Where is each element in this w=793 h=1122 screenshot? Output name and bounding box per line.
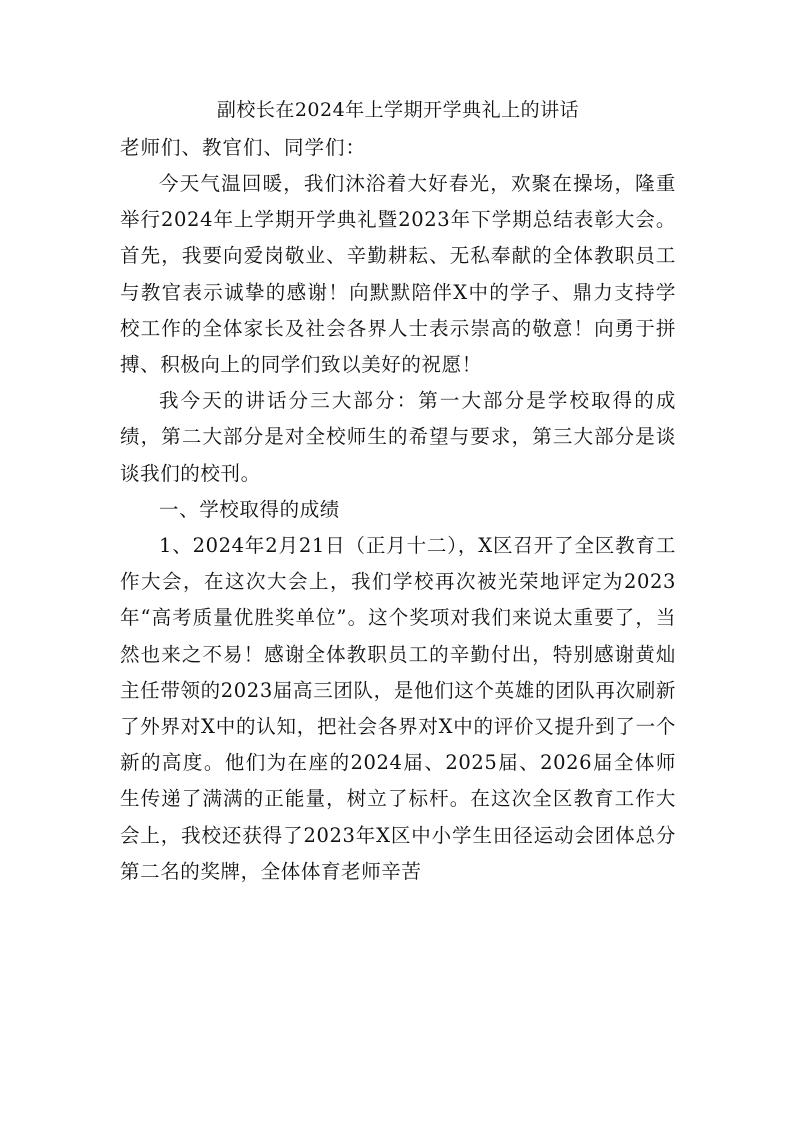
section-heading: 一、学校取得的成绩: [159, 497, 340, 521]
salutation: 老师们、教官们、同学们：: [120, 136, 367, 159]
paragraph-opening: 今天气温回暖，我们沐浴着大好春光，欢聚在操场，隆重举行2024年上学期开学典礼暨2023年下学期总结表彰大会。首先，我要向爱岗敬业、辛勤耕耘、无私奉献的全体教职员工与教官表示诚挚的感谢！向默默陪伴X中的学子、鼎力支持学校工作的全体家长及社会各界人士表示崇高的敬意！向勇于拼搏、积极向上的同学们致以美好的祝愿！: [120, 172, 676, 377]
paragraph-achievements: 1、2024年2月21日（正月十二），X区召开了全区教育工作大会，在这次大会上，我们学校再次被光荣地评定为2023年“高考质量优胜奖单位”。这个奖项对我们来说太重要了，当然也来之不易！感谢全体教职员工的辛勤付出，特别感谢黄灿主任带领的2023届高三团队，是他们这个英雄的团队再次刷新了外界对X中的认知，把社会各界对X中的评价又提升到了一个新的高度。他们为在座的2024届、2025届、2026届全体师生传递了满满的正能量，树立了标杆。在这次全区教育工作大会上，我校还获得了2023年X区中小学生田径运动会团体总分第二名的奖牌，全体体育老师辛苦: [120, 534, 676, 883]
document-body: [120, 94, 676, 890]
document-title: 副校长在2024年上学期开学典礼上的讲话: [216, 99, 580, 121]
paragraph-outline: 我今天的讲话分三大部分：第一大部分是学校取得的成绩，第二大部分是对全校师生的希望与要求，第三大部分是谈谈我们的校刊。: [120, 389, 676, 485]
